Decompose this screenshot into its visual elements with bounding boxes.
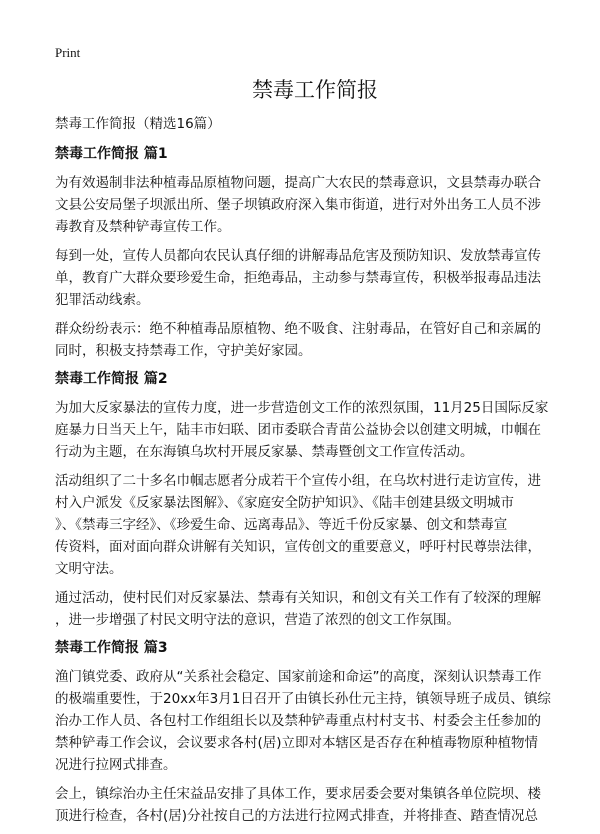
paragraph: [55, 172, 575, 238]
paragraph-line: 村入户派发《反家暴法图解》、《家庭安全防护知识》、《陆丰创建县级文明城市: [55, 495, 514, 511]
section-heading: 禁毒工作简报 篇2: [55, 371, 168, 387]
section-heading: 禁毒工作简报 篇1: [55, 146, 168, 162]
paragraph-line: 顶进行检查，各村(居)分社按自己的方法进行拉网式排查，并将排查、踏查情况总: [55, 808, 539, 824]
paragraph-line: 为有效遏制非法种植毒品原植物问题，提高广大农民的禁毒意识，文县禁毒办联合: [55, 175, 541, 191]
paragraph-line: 文县公安局堡子坝派出所、堡子坝镇政府深入集市街道，进行对外出务工人员不涉: [55, 197, 541, 213]
paragraph-line: 的极端重要性，于20xx年3月1日召开了由镇长孙仕元主持，镇领导班子成员、镇综: [55, 691, 551, 707]
paragraph-line: 治办工作人员、各包村工作组组长以及禁种铲毒重点村村支书、村委会主任参加的: [55, 713, 541, 729]
paragraph-line: 禁种铲毒工作会议，会议要求各村(居)立即对本辖区是否存在种植毒物原种植物情: [55, 735, 539, 751]
paragraph-line: 毒教育及禁种铲毒宣传工作。: [55, 219, 231, 235]
section-heading: 禁毒工作简报 篇3: [55, 640, 168, 656]
paragraph: [55, 470, 575, 580]
paragraph-line: 庭暴力日当天上午，陆丰市妇联、团市委联合青苗公益协会以创建文明城，巾帼在: [55, 422, 541, 438]
page-title: 禁毒工作简报: [252, 78, 378, 102]
paragraph-line: 会上，镇综治办主任宋益品安排了具体工作，要求居委会要对集镇各单位院坝、楼: [55, 786, 541, 802]
paragraph-line: 为加大反家暴法的宣传力度，进一步营造创文工作的浓烈氛围，11月25日国际反家: [55, 400, 549, 416]
print-link[interactable]: Print: [55, 45, 81, 60]
document-body: [55, 144, 575, 827]
paragraph: [55, 783, 575, 827]
paragraph-line: 况进行拉网式排查。: [55, 757, 177, 773]
paragraph-line: 每到一处，宣传人员都向农民认真仔细的讲解毒品危害及预防知识、发放禁毒宣传: [55, 248, 541, 264]
paragraph: [55, 397, 575, 463]
paragraph: [55, 245, 575, 311]
paragraph-line: 文明守法。: [55, 561, 123, 577]
paragraph-line: 渔门镇党委、政府从“关系社会稳定、国家前途和命运”的高度，深刻认识禁毒工作: [55, 669, 542, 685]
paragraph-line: 犯罪活动线索。: [55, 292, 150, 308]
paragraph-line: 活动组织了二十多名巾帼志愿者分成若干个宣传小组，在乌坎村进行走访宣传，进: [55, 473, 541, 489]
paragraph: [55, 587, 575, 631]
document-page: [55, 44, 575, 834]
paragraph-line: 》、《禁毒三字经》、《珍爱生命、远离毒品》、等近千份反家暴、创文和禁毒宣: [55, 517, 508, 533]
paragraph-line: 传资料，面对面向群众讲解有关知识，宣传创文的重要意义，呼吁村民尊崇法律，: [55, 539, 541, 555]
paragraph-line: ，进一步增强了村民文明守法的意识，营造了浓烈的创文工作氛围。: [55, 612, 460, 628]
paragraph: [55, 666, 575, 776]
paragraph-line: 群众纷纷表示：绝不种植毒品原植物、绝不吸食、注射毒品，在管好自己和亲属的: [55, 321, 541, 337]
paragraph-line: 行动为主题，在东海镇乌坎村开展反家暴、禁毒暨创文工作宣传活动。: [55, 444, 474, 460]
paragraph-line: 同时，积极支持禁毒工作，守护美好家园。: [55, 343, 312, 359]
document-subtitle: 禁毒工作简报（精选16篇）: [55, 116, 221, 132]
paragraph-line: 通过活动，使村民们对反家暴法、禁毒有关知识，和创文有关工作有了较深的理解: [55, 590, 541, 606]
paragraph-line: 单，教育广大群众要珍爱生命，拒绝毒品，主动参与禁毒宣传，积极举报毒品违法: [55, 270, 541, 286]
paragraph: [55, 318, 575, 362]
